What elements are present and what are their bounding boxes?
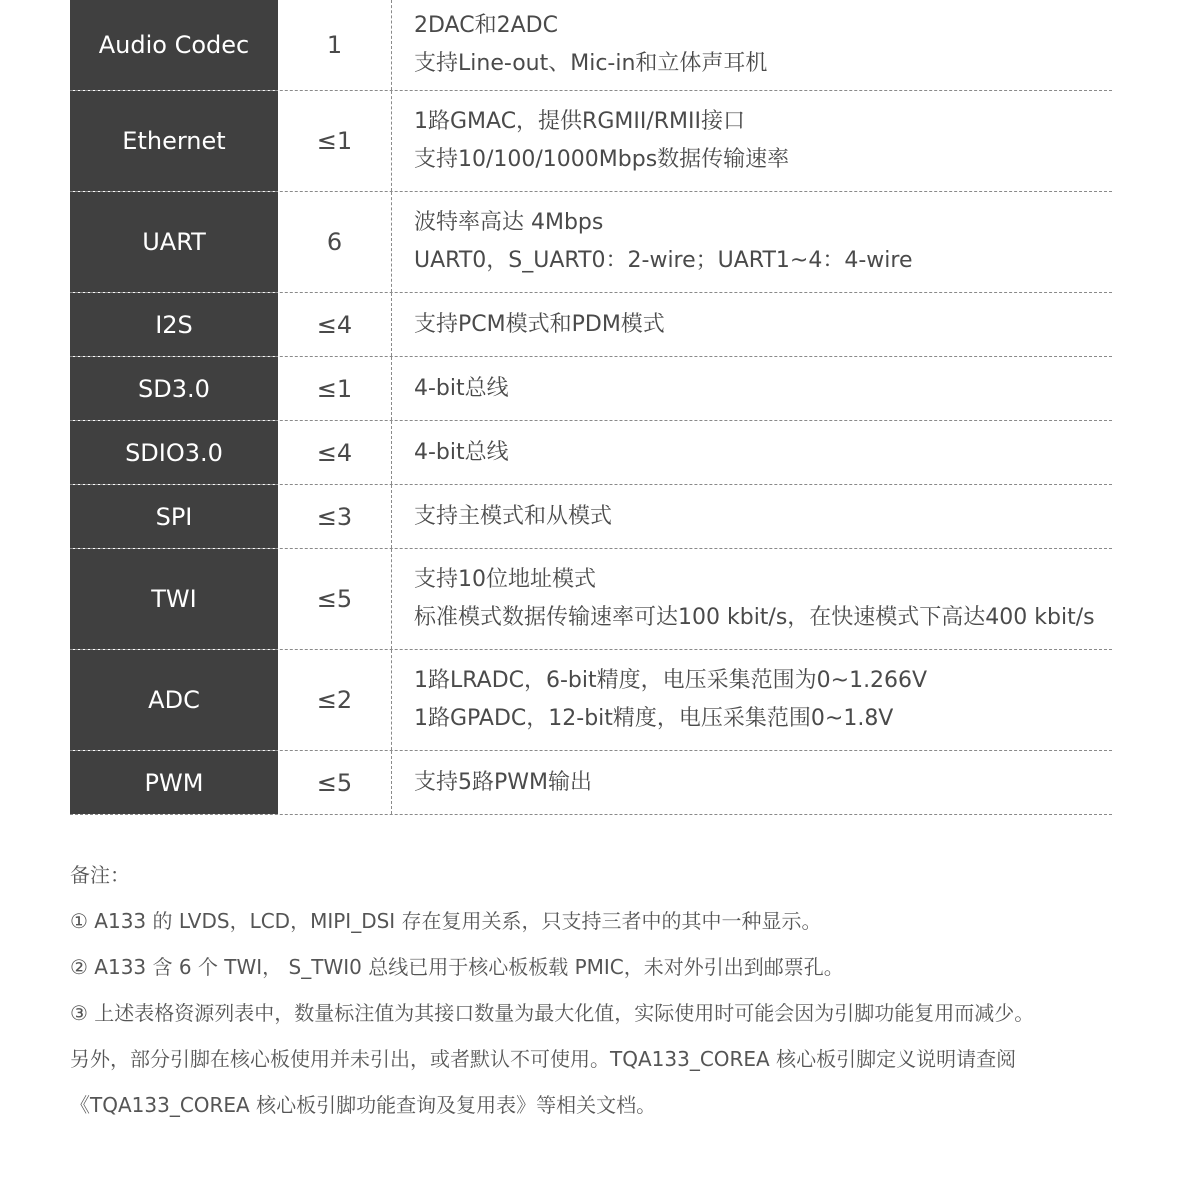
interface-count: ≤2 xyxy=(278,650,392,750)
notes-section xyxy=(70,852,1170,1128)
interface-description xyxy=(392,357,1112,420)
interface-description xyxy=(392,91,1112,191)
description-line: 支持PCM模式和PDM模式 xyxy=(414,311,665,337)
description-line: 支持Line-out、Mic-in和立体声耳机 xyxy=(414,51,768,76)
interface-count: ≤5 xyxy=(278,549,392,649)
note-line: ③ 上述表格资源列表中，数量标注值为其接口数量为最大化值，实际使用时可能会因为引脚功能复用而减少。 xyxy=(70,1001,1035,1025)
description-line: 支持10位地址模式 xyxy=(414,567,596,592)
interface-description xyxy=(392,293,1112,356)
description-line: 1路GPADC，12-bit精度，电压采集范围0~1.8V xyxy=(414,706,894,731)
note-line: 《TQA133_COREA 核心板引脚功能查询及复用表》等相关文档。 xyxy=(70,1093,657,1117)
interface-name: TWI xyxy=(70,549,278,649)
table-row xyxy=(70,192,1112,293)
interface-count: ≤5 xyxy=(278,751,392,814)
description-line: 4-bit总线 xyxy=(414,439,509,465)
description-line: 标准模式数据传输速率可达100 kbit/s，在快速模式下高达400 kbit/s xyxy=(414,605,1095,630)
table-row xyxy=(70,751,1112,815)
description-line: 2DAC和2ADC xyxy=(414,13,558,38)
interface-name: Audio Codec xyxy=(70,0,278,90)
table-row xyxy=(70,650,1112,751)
interface-name: I2S xyxy=(70,293,278,356)
table-row xyxy=(70,293,1112,357)
interface-name: ADC xyxy=(70,650,278,750)
interface-name: UART xyxy=(70,192,278,292)
interface-description xyxy=(392,192,1112,292)
description-line: 4-bit总线 xyxy=(414,375,509,401)
description-line: 支持10/100/1000Mbps数据传输速率 xyxy=(414,147,790,172)
interface-count: ≤1 xyxy=(278,357,392,420)
description-line: 波特率高达 4Mbps xyxy=(414,210,604,235)
table-row xyxy=(70,0,1112,91)
interface-name: Ethernet xyxy=(70,91,278,191)
interface-count: ≤4 xyxy=(278,421,392,484)
interface-count: 6 xyxy=(278,192,392,292)
description-line: UART0，S_UART0：2-wire；UART1~4：4-wire xyxy=(414,248,913,273)
interface-name: SD3.0 xyxy=(70,357,278,420)
table-row xyxy=(70,357,1112,421)
table-row xyxy=(70,91,1112,192)
table-row xyxy=(70,421,1112,485)
interface-name: PWM xyxy=(70,751,278,814)
description-line: 1路LRADC，6-bit精度，电压采集范围为0~1.266V xyxy=(414,668,928,693)
table-row xyxy=(70,485,1112,549)
interface-count: ≤3 xyxy=(278,485,392,548)
description-line: 1路GMAC，提供RGMII/RMII接口 xyxy=(414,109,745,134)
interface-description xyxy=(392,421,1112,484)
interface-name: SPI xyxy=(70,485,278,548)
table-row xyxy=(70,549,1112,650)
interface-count: ≤4 xyxy=(278,293,392,356)
description-line: 支持主模式和从模式 xyxy=(414,503,613,529)
interface-description xyxy=(392,751,1112,814)
interface-count: ≤1 xyxy=(278,91,392,191)
spec-table xyxy=(70,0,1112,815)
notes-title: 备注： xyxy=(70,863,130,887)
note-line: 另外，部分引脚在核心板使用并未引出，或者默认不可使用。TQA133_COREA 核心板引脚定义说明请查阅 xyxy=(70,1047,1017,1071)
interface-count: 1 xyxy=(278,0,392,90)
interface-description xyxy=(392,650,1112,750)
interface-name: SDIO3.0 xyxy=(70,421,278,484)
note-line: ① A133 的 LVDS，LCD，MIPI_DSI 存在复用关系，只支持三者中的其中一种显示。 xyxy=(70,909,822,933)
interface-description xyxy=(392,549,1112,649)
interface-description xyxy=(392,485,1112,548)
note-line: ② A133 含 6 个 TWI， S_TWI0 总线已用于核心板板载 PMIC，未对外引出到邮票孔。 xyxy=(70,955,844,979)
interface-description xyxy=(392,0,1112,90)
description-line: 支持5路PWM输出 xyxy=(414,769,592,795)
